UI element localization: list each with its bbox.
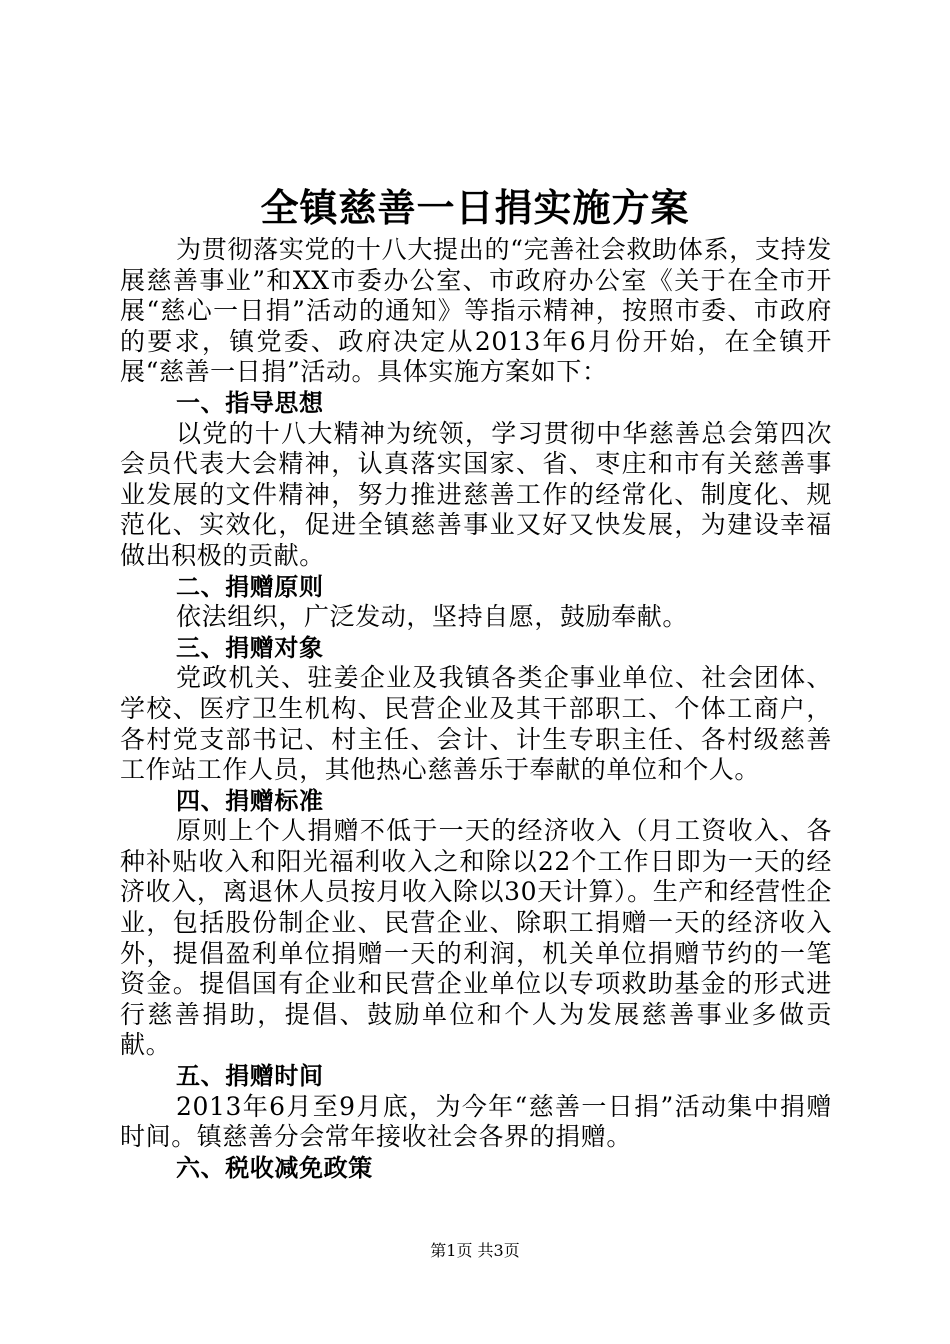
section-heading-1: 一、指导思想 — [176, 388, 324, 417]
section-text-5: 2013年6月至9月底，为今年“慈善一日捐”活动集中捐赠时间。镇慈善分会常年接收社会各界的捐赠。 — [120, 1091, 832, 1152]
document-title: 全镇慈善一日捐实施方案 — [260, 186, 690, 230]
section-heading-3: 三、捐赠对象 — [176, 633, 324, 662]
section-heading-4: 四、捐赠标准 — [176, 786, 324, 815]
section-heading-2: 二、捐赠原则 — [176, 572, 324, 601]
page-footer: 第1页 共3页 — [430, 1241, 520, 1260]
section-heading-5: 五、捐赠时间 — [176, 1062, 324, 1091]
section-text-3: 党政机关、驻姜企业及我镇各类企事业单位、社会团体、学校、医疗卫生机构、民营企业及其干部职工、个体工商户，各村党支部书记、村主任、会计、计生专职主任、各村级慈善工作站工作人员，其他热心慈善乐于奉献的单位和个人。 — [120, 663, 832, 785]
section-text-2: 依法组织，广泛发动，坚持自愿，鼓励奉献。 — [176, 602, 689, 632]
section-heading-6: 六、税收减免政策 — [176, 1153, 373, 1182]
section-text-4: 原则上个人捐赠不低于一天的经济收入（月工资收入、各种补贴收入和阳光福利收入之和除以22个工作日即为一天的经济收入，离退休人员按月收入除以30天计算）。生产和经营性企业，包括股份制企业、民营企业、除职工捐赠一天的经济收入外，提倡盈利单位捐赠一天的利润，机关单位捐赠节约的一笔资金。提倡国有企业和民营企业单位以专项救助基金的形式进行慈善捐助，提倡、鼓励单位和个人为发展慈善事业多做贡献。 — [120, 816, 832, 1060]
section-text-1: 以党的十八大精神为统领，学习贯彻中华慈善总会第四次会员代表大会精神，认真落实国家、省、枣庄和市有关慈善事业发展的文件精神，努力推进慈善工作的经常化、制度化、规范化、实效化，促进全镇慈善事业又好又快发展，为建设幸福做出积极的贡献。 — [120, 418, 832, 570]
intro-paragraph: 为贯彻落实党的十八大提出的“完善社会救助体系，支持发展慈善事业”和XX市委办公室、市政府办公室《关于在全市开展“慈心一日捐”活动的通知》等指示精神，按照市委、市政府的要求，镇党委、政府决定从2013年6月份开始，在全镇开展“慈善一日捐”活动。具体实施方案如下： — [120, 235, 832, 387]
document-body — [120, 235, 832, 1183]
